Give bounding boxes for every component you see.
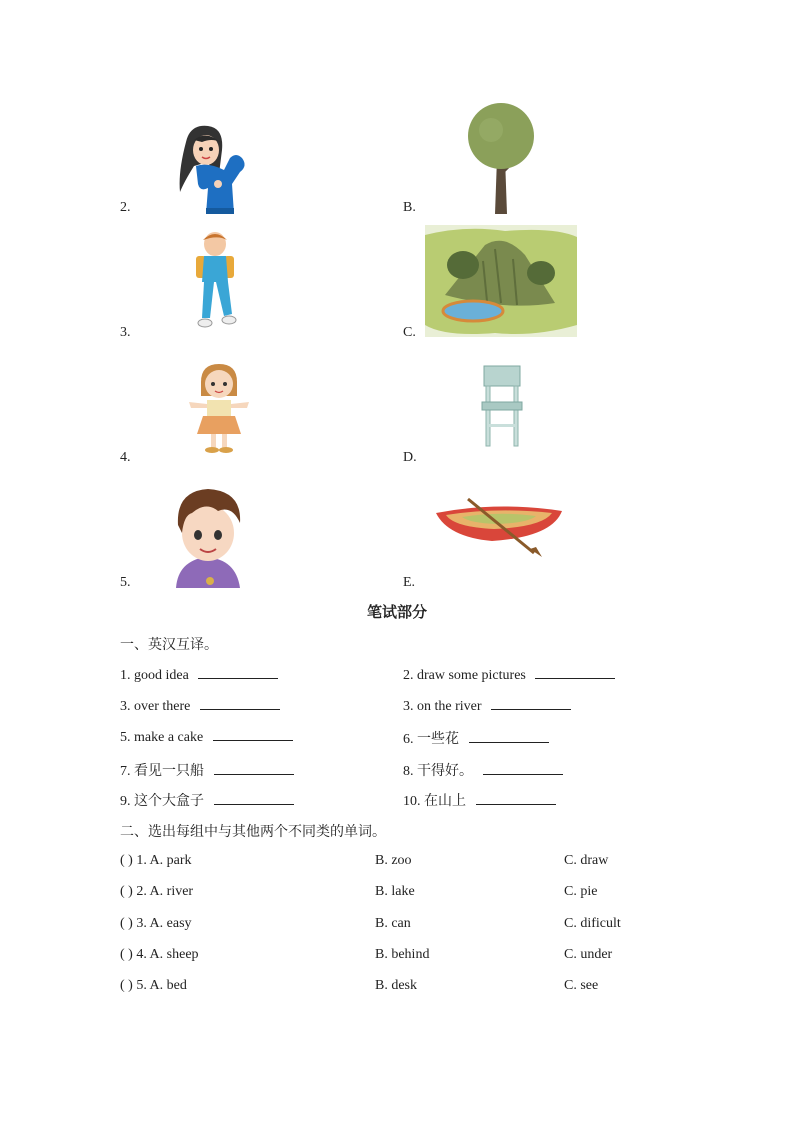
translation-item bbox=[403, 697, 571, 715]
item-text: on the river bbox=[417, 699, 482, 714]
girl-with-flower-image bbox=[185, 360, 253, 455]
item-text: make a cake bbox=[134, 730, 204, 745]
section-title: 笔试部分 bbox=[366, 603, 427, 621]
translation-item bbox=[403, 666, 615, 684]
item-text: good idea bbox=[134, 668, 189, 683]
picture-label-d: D. bbox=[403, 450, 417, 465]
picture-label-b: B. bbox=[403, 200, 416, 215]
item-number: 3. bbox=[120, 699, 131, 714]
picture-label-5: 5. bbox=[120, 575, 131, 590]
item-text: 看见一只船 bbox=[134, 763, 204, 779]
answer-blank[interactable] bbox=[476, 792, 556, 805]
item-number: 6. bbox=[403, 732, 414, 747]
hill-with-lake-image bbox=[425, 225, 577, 337]
question-option-a: ( ) 4. A. sheep bbox=[120, 947, 199, 962]
question-option-c: C. dificult bbox=[564, 916, 621, 931]
question-option-c: C. draw bbox=[564, 853, 609, 868]
chair-image bbox=[480, 364, 524, 448]
translation-item bbox=[403, 728, 549, 748]
item-number: 8. bbox=[403, 764, 414, 779]
item-text: 一些花 bbox=[417, 731, 459, 747]
item-text: draw some pictures bbox=[417, 668, 526, 683]
boy-with-backpack-image bbox=[190, 230, 240, 335]
translation-item bbox=[120, 790, 294, 810]
question-option-a: ( ) 5. A. bed bbox=[120, 978, 187, 993]
question-option-b: B. zoo bbox=[375, 853, 412, 868]
translation-item bbox=[120, 697, 280, 715]
part2-heading: 二、选出每组中与其他两个不同类的单词。 bbox=[120, 824, 386, 840]
picture-label-3: 3. bbox=[120, 325, 131, 340]
question-option-c: C. under bbox=[564, 947, 613, 962]
answer-blank[interactable] bbox=[483, 762, 563, 775]
translation-item bbox=[120, 760, 294, 780]
picture-label-e: E. bbox=[403, 575, 416, 590]
item-text: over there bbox=[134, 699, 191, 714]
answer-blank[interactable] bbox=[469, 730, 549, 743]
answer-blank[interactable] bbox=[198, 666, 278, 679]
question-option-b: B. can bbox=[375, 916, 411, 931]
item-number: 5. bbox=[120, 730, 131, 745]
item-number: 9. bbox=[120, 794, 131, 809]
picture-label-2: 2. bbox=[120, 200, 131, 215]
translation-item bbox=[403, 790, 556, 810]
translation-item bbox=[120, 666, 278, 684]
question-option-b: B. behind bbox=[375, 947, 430, 962]
question-option-c: C. pie bbox=[564, 884, 598, 899]
question-option-a: ( ) 2. A. river bbox=[120, 884, 194, 899]
part1-heading: 一、英汉互译。 bbox=[120, 637, 218, 653]
item-number: 10. bbox=[403, 794, 421, 809]
boy-portrait-image bbox=[166, 485, 248, 588]
picture-label-c: C. bbox=[403, 325, 416, 340]
tree-image bbox=[465, 100, 537, 216]
answer-blank[interactable] bbox=[213, 728, 293, 741]
item-number: 3. bbox=[403, 699, 414, 714]
question-option-a: ( ) 3. A. easy bbox=[120, 916, 192, 931]
answer-blank[interactable] bbox=[200, 697, 280, 710]
item-text: 在山上 bbox=[424, 793, 466, 809]
item-text: 这个大盒子 bbox=[134, 793, 204, 809]
answer-blank[interactable] bbox=[214, 792, 294, 805]
question-option-b: B. desk bbox=[375, 978, 417, 993]
question-option-c: C. see bbox=[564, 978, 599, 993]
picture-label-4: 4. bbox=[120, 450, 131, 465]
boat-image bbox=[432, 497, 566, 559]
question-option-a: ( ) 1. A. park bbox=[120, 853, 192, 868]
translation-item bbox=[403, 760, 563, 780]
girl-waving-image bbox=[172, 122, 254, 216]
item-number: 1. bbox=[120, 668, 131, 683]
item-text: 干得好。 bbox=[417, 763, 473, 779]
item-number: 7. bbox=[120, 764, 131, 779]
translation-item bbox=[120, 728, 293, 746]
answer-blank[interactable] bbox=[491, 697, 571, 710]
answer-blank[interactable] bbox=[535, 666, 615, 679]
answer-blank[interactable] bbox=[214, 762, 294, 775]
question-option-b: B. lake bbox=[375, 884, 415, 899]
item-number: 2. bbox=[403, 668, 414, 683]
